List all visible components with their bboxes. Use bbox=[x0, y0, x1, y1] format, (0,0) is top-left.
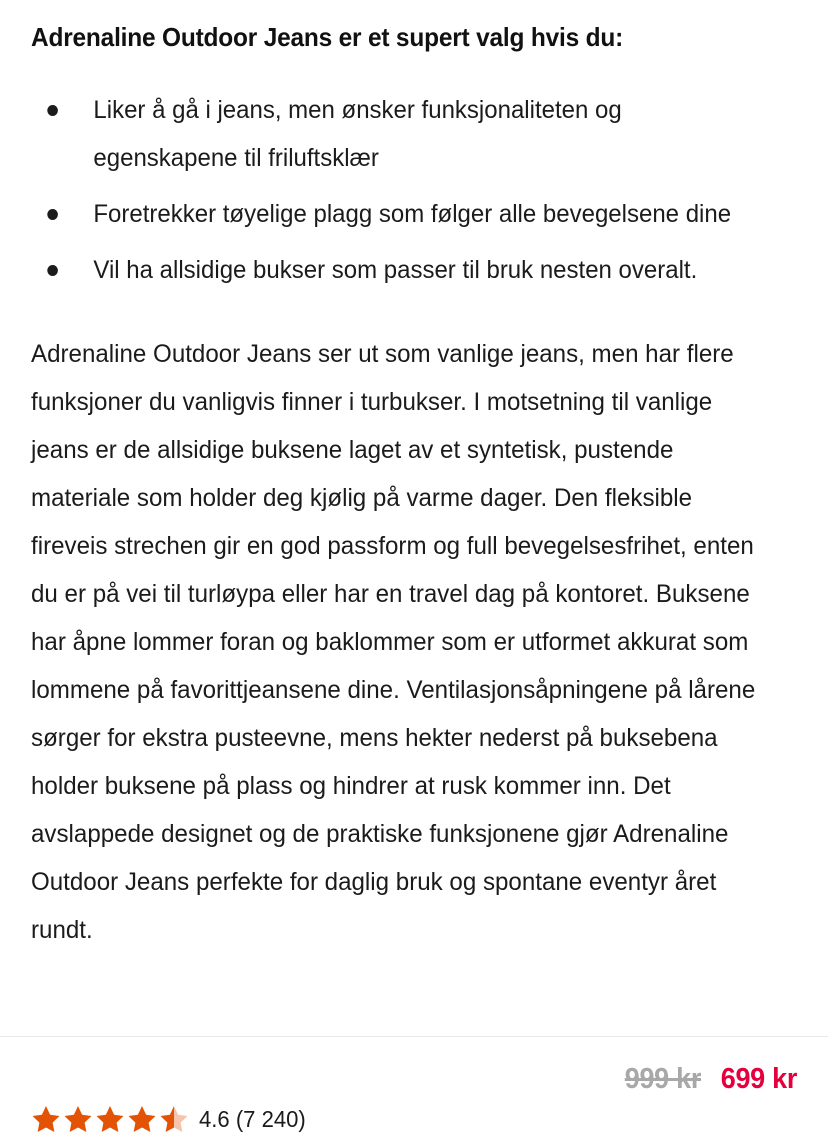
benefits-list bbox=[31, 53, 797, 294]
star-rating[interactable] bbox=[31, 1104, 189, 1134]
bullet-icon bbox=[47, 265, 58, 276]
star-icon bbox=[95, 1104, 125, 1134]
bullet-icon bbox=[47, 209, 58, 220]
list-item-label: Vil ha allsidige bukser som passer til bruk nesten overalt. bbox=[93, 256, 698, 284]
list-item-label: Foretrekker tøyelige plagg som følger alle bevegelsene dine bbox=[93, 200, 732, 228]
star-half-icon bbox=[159, 1104, 189, 1134]
current-price: 699 kr bbox=[720, 1063, 797, 1095]
page-title: Adrenaline Outdoor Jeans er et supert valg hvis du: bbox=[31, 22, 624, 52]
bullet-icon bbox=[47, 105, 58, 116]
list-item bbox=[31, 190, 766, 238]
list-item-label: Liker å gå i jeans, men ønsker funksjonaliteten og egenskapene til friluftsklær bbox=[93, 96, 622, 172]
star-icon bbox=[31, 1104, 61, 1134]
star-icon bbox=[127, 1104, 157, 1134]
product-footer-bar bbox=[0, 1037, 828, 1146]
rating-summary-label: 4.6 (7 240) bbox=[199, 1106, 306, 1132]
rating-block[interactable] bbox=[31, 1104, 310, 1134]
star-icon bbox=[63, 1104, 93, 1134]
list-item bbox=[31, 86, 766, 182]
price-block bbox=[619, 1063, 797, 1096]
original-price: 999 kr bbox=[624, 1063, 701, 1095]
product-description-text: Adrenaline Outdoor Jeans ser ut som vanlige jeans, men har flere funksjoner du vanligvis finner i turbukser. I motsetning til vanlige jeans er de allsidige buksene laget av et syntetisk, pustende materiale som holder deg kjølig på varme dager. Den fleksible fireveis strechen gir en god passform og full bevegelsesfrihet, enten du er på vei til turløypa eller har en travel dag på kontoret. Buksene har åpne lommer foran og baklommer som er utformet akkurat som lommene på favorittjeansene dine. Ventilasjonsåpningene på lårene sørger for ekstra pusteevne, mens hekter nederst på buksebena holder buksene på plass og hindrer at rusk kommer inn. Det avslappede designet og de praktiske funksjonene gjør Adrenaline Outdoor Jeans perfekte for daglig bruk og spontane eventyr året rundt. bbox=[31, 340, 756, 944]
list-item bbox=[31, 246, 766, 294]
